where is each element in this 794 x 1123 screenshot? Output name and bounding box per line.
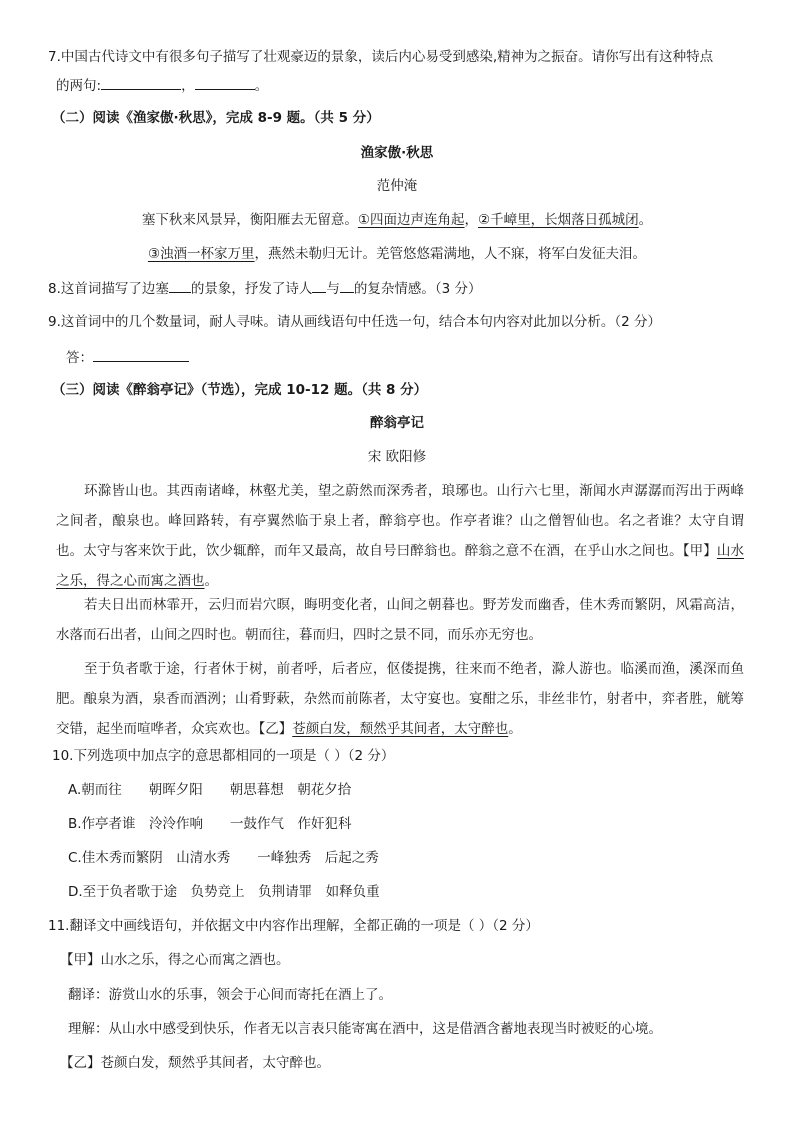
q7-line2 <box>56 75 268 96</box>
q9-answer-label: 答： <box>66 350 93 366</box>
section2-heading: （二）阅读《渔家傲·秋思》，完成 8-9 题。（共 5 分） <box>52 110 380 126</box>
q11-understanding: 理解：从山水中感受到快乐，作者无以言表只能寄寓在酒中，这是借酒含蓄地表现当时被贬的心境。 <box>68 1021 662 1037</box>
section3-heading: （三）阅读《醉翁亭记》（节选），完成 10-12 题。（共 8 分） <box>52 382 428 398</box>
q7-end: 。 <box>254 78 269 94</box>
q7-prefix: 的两句: <box>56 78 102 94</box>
poem-line-2 <box>0 244 794 264</box>
q7-sep: ， <box>181 78 195 94</box>
essay-paragraph-2: 若夫日出而林霏开，云归而岩穴暝，晦明变化者，山间之朝暮也。野芳发而幽香，佳木秀而繁阴，风霜高洁，水落而石出者，山间之四时也。朝而往，暮而归，四时之景不同，而乐亦无穷也。 <box>56 597 744 643</box>
q8-part1: 8.这首词描写了边塞 <box>48 281 169 297</box>
q10-stem: 10.下列选项中加点字的意思都相同的一项是（ ）（2 分） <box>52 748 395 764</box>
q8-part3: 与 <box>326 281 340 297</box>
essay-p1-tag: 【甲】 <box>682 543 717 559</box>
q7-blank-2[interactable] <box>195 75 255 90</box>
essay-p1-end: 。 <box>204 573 218 589</box>
q11-translation: 翻译：游赏山水的乐事，领会于心间而寄托在酒上了。 <box>68 987 392 1003</box>
q11-yi: 【乙】苍颜白发，颓然乎其间者，太守醉也。 <box>60 1055 330 1071</box>
poem-line-1-sep: ， <box>464 212 478 228</box>
essay-p3-text: 至于负者歌于途，行者休于树，前者呼，后者应，伛偻提携，往来而不绝者，滁人游也。临溪而渔，溪深而鱼肥。酿泉为酒，泉香而酒洌；山肴野蔌，杂然而前陈者，太守宴也。宴酣之乐，非丝非竹，射者中，弈者胜，觥筹交错，起坐而喧哗者，众宾欢也。 <box>56 661 744 737</box>
q8-part4: 的复杂情感。（3 分） <box>353 281 482 297</box>
poem-line-2-plain: ，燕然未勒归无计。羌管悠悠霜满地，人不寐，将军白发征夫泪。 <box>254 246 647 262</box>
q8-part2: 的景象，抒发了诗人 <box>190 281 313 297</box>
essay-paragraph-1 <box>56 476 744 596</box>
poem-underline-1: ①四面边声连角起 <box>357 212 465 228</box>
poem-author: 范仲淹 <box>376 178 418 194</box>
essay-author: 宋 欧阳修 <box>367 449 427 465</box>
q8-blank-1[interactable] <box>169 278 191 293</box>
q9-answer <box>66 347 189 368</box>
essay-p1-underline: 山水之乐，得之心而寓之酒也 <box>56 543 744 589</box>
essay-title: 醉翁亭记 <box>370 415 424 431</box>
q10-option-a[interactable]: A.朝而往 朝晖夕阳 朝思暮想 朝花夕拾 <box>68 782 352 798</box>
essay-p1-text: 环滁皆山也。其西南诸峰，林壑尤美，望之蔚然而深秀者，琅琊也。山行六七里，渐闻水声潺潺而泻出于两峰之间者，酿泉也。峰回路转，有亭翼然临于泉上者，醉翁亭也。作亭者谁？山之僧智仙也。名之者谁？太守自谓也。太守与客来饮于此，饮少辄醉，而年又最高，故自号曰醉翁也。醉翁之意不在酒，在乎山水之间也。 <box>56 483 744 559</box>
q9-text: 9.这首词中的几个数量词，耐人寻味。请从画线语句中任选一句，结合本句内容对此加以分析。（2 分） <box>48 314 662 330</box>
q7-blank-1[interactable] <box>101 75 181 90</box>
poem-underline-3: ③浊酒一杯家万里 <box>147 246 255 262</box>
q10-option-c[interactable]: C.佳木秀而繁阴 山清水秀 一峰独秀 后起之秀 <box>68 850 379 866</box>
essay-p3-tag: 【乙】 <box>258 721 293 737</box>
essay-p3-end: 。 <box>508 721 522 737</box>
poem-title: 渔家傲·秋思 <box>360 145 434 161</box>
poem-line-1-end: 。 <box>638 212 653 228</box>
essay-paragraph-3 <box>56 654 744 744</box>
q9-answer-blank[interactable] <box>93 347 189 362</box>
q7-line1: 7.中国古代诗文中有很多句子描写了壮观豪迈的景象，读后内心易受到感染,精神为之振奋。请你写出有这种特点 <box>48 49 714 65</box>
q8-blank-3[interactable] <box>340 278 354 293</box>
q8 <box>48 278 482 299</box>
poem-line-1 <box>0 210 794 230</box>
poem-underline-2: ②千嶂里，长烟落日孤城闭 <box>478 212 639 228</box>
q8-blank-2[interactable] <box>312 278 326 293</box>
q11-jia: 【甲】山水之乐，得之心而寓之酒也。 <box>60 952 290 968</box>
poem-line-1-plain: 塞下秋来风景异，衡阳雁去无留意。 <box>141 212 358 228</box>
q10-option-b[interactable]: B.作亭者谁 泠泠作响 一鼓作气 作奸犯科 <box>68 816 352 832</box>
essay-p3-underline: 苍颜白发，颓然乎其间者，太守醉也 <box>292 721 509 737</box>
q11-stem: 11.翻译文中画线语句，并依据文中内容作出理解，全都正确的一项是（ ）（2 分） <box>48 918 539 934</box>
q10-option-d[interactable]: D.至于负者歌于途 负势竞上 负荆请罪 如释负重 <box>68 884 380 900</box>
